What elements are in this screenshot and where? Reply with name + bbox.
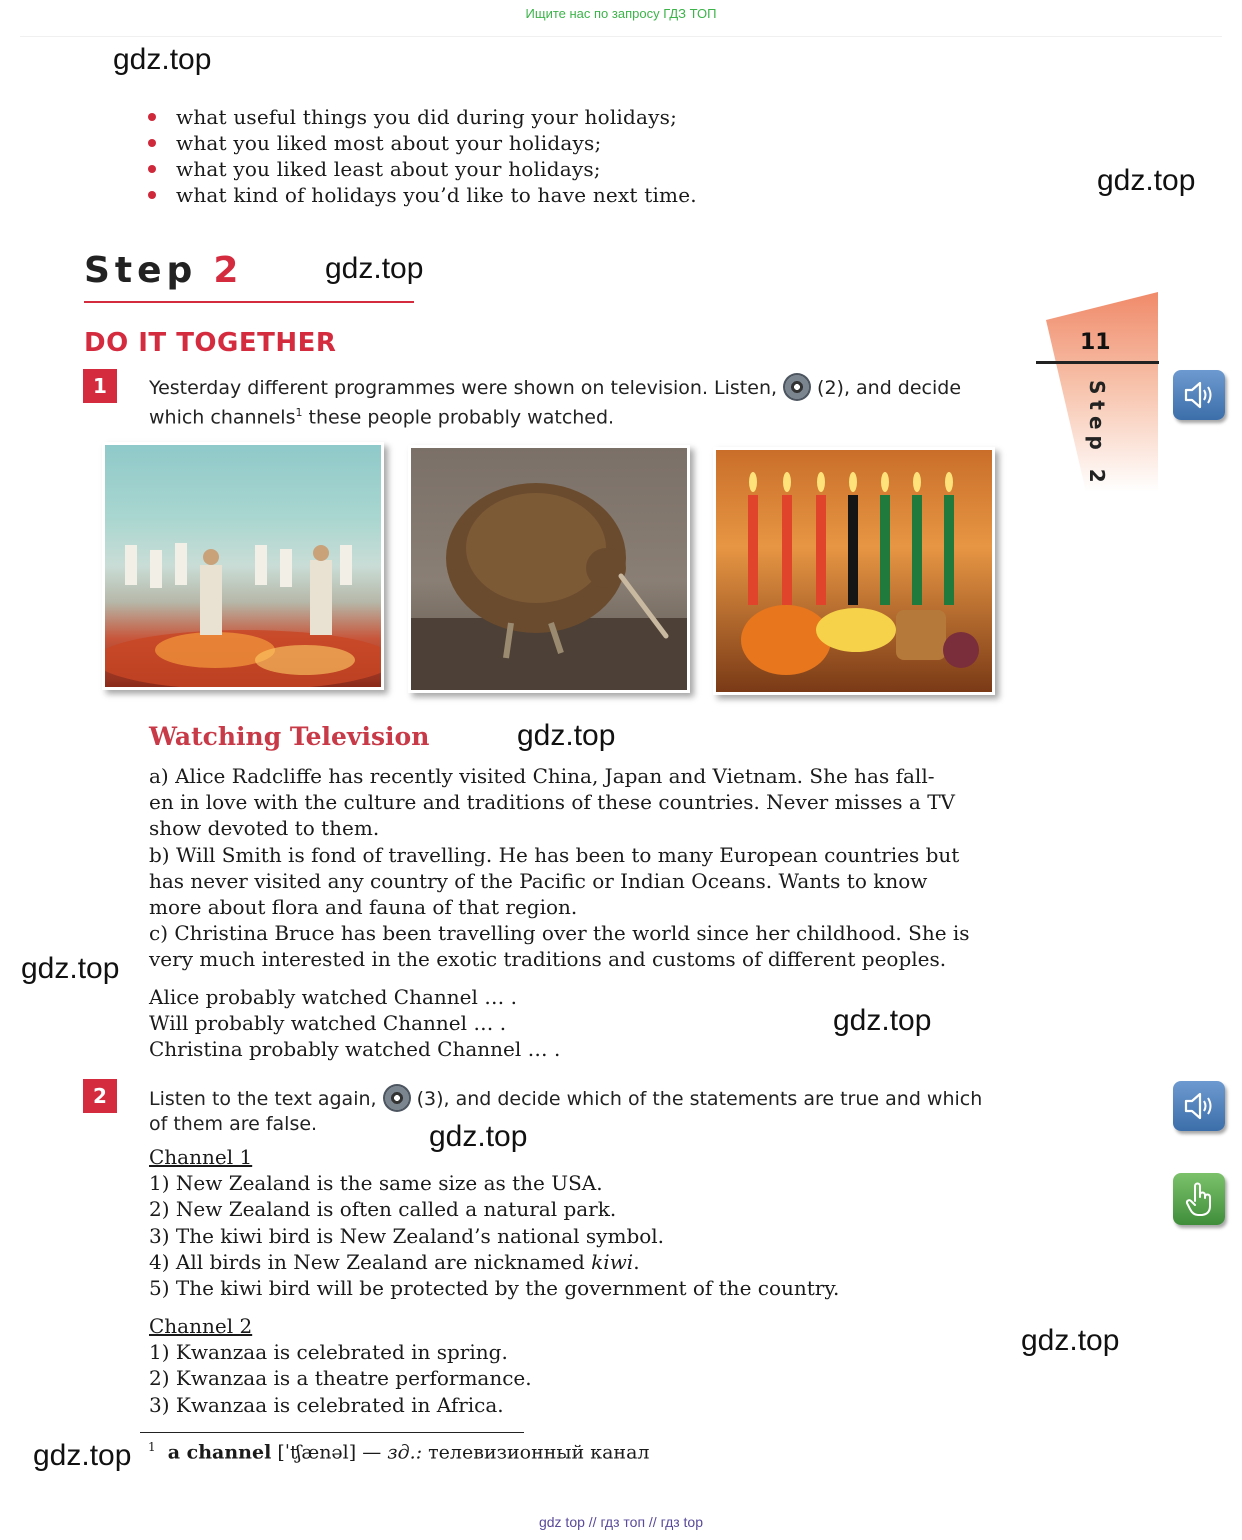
watermark: gdz.top — [113, 43, 212, 76]
photo-kiwi-bird — [408, 445, 690, 693]
photo-fire-walking-festival — [102, 442, 384, 690]
gap-sentence: Christina probably watched Channel … . — [149, 1037, 561, 1062]
list-item: what you liked most about your holidays; — [148, 130, 697, 156]
list-item: what useful things you did during your holidays; — [148, 104, 697, 130]
reading-title: Watching Television — [149, 722, 430, 751]
gap-sentence: Will probably watched Channel … . — [149, 1011, 507, 1036]
page-number: 11 — [1080, 330, 1111, 355]
task-number-1: 1 — [83, 369, 117, 403]
text-line: en in love with the culture and traditions of these countries. Never misses a TV — [149, 790, 955, 815]
cd-disc-icon[interactable] — [383, 1084, 411, 1112]
watermark: gdz.top — [21, 952, 120, 985]
text-line: has never visited any country of the Pacific or Indian Oceans. Wants to know — [149, 868, 928, 893]
step-number: 2 — [213, 250, 244, 291]
statement: 2) New Zealand is often called a natural park. — [149, 1197, 617, 1222]
bullet-dot-icon — [148, 165, 156, 173]
statement: 3) Kwanzaa is celebrated in Africa. — [149, 1392, 504, 1417]
section-title: DO IT TOGETHER — [84, 328, 337, 358]
text-line: more about flora and fauna of that region. — [149, 895, 578, 920]
bullet-dot-icon — [148, 113, 156, 121]
text-line: very much interested in the exotic traditions and customs of different peoples. — [149, 947, 947, 972]
statement: 1) Kwanzaa is celebrated in spring. — [149, 1340, 508, 1365]
channel-2-statements — [149, 1313, 999, 1418]
list-item: what you liked least about your holidays; — [148, 156, 697, 182]
tab-step-label: Step 2 — [1085, 380, 1109, 489]
speaker-icon — [1182, 380, 1216, 410]
text-line: c) Christina Bruce has been travelling over the world since her childhood. She is — [149, 921, 970, 946]
watermark: gdz.top — [429, 1120, 528, 1153]
top-divider — [20, 36, 1222, 37]
footnote-divider — [140, 1432, 524, 1433]
channel-1-statements — [149, 1144, 999, 1301]
reading-text — [149, 763, 999, 973]
step-underline — [84, 301, 414, 303]
task-2-instructions: Listen to the text again, (3), and decide which of the statements are true and which of them are false. — [149, 1084, 999, 1136]
task-1-instructions: Yesterday different programmes were shown on television. Listen, (2), and decide which channels$^1$ these people probably watched. — [149, 373, 999, 429]
statement: 5) The kiwi bird will be protected by the government of the country. — [149, 1276, 840, 1301]
task-number-2: 2 — [83, 1079, 117, 1113]
speaker-icon — [1182, 1091, 1216, 1121]
step-word: Step — [84, 250, 198, 291]
holiday-bullet-list — [148, 104, 697, 208]
watermark: gdz.top — [325, 252, 424, 285]
channel-title: Channel 1 — [149, 1145, 253, 1169]
watermark: gdz.top — [1021, 1324, 1120, 1357]
photo-kwanzaa-candles — [713, 447, 995, 695]
text-line: a) Alice Radcliffe has recently visited China, Japan and Vietnam. She has fall- — [149, 764, 935, 788]
list-item: what kind of holidays you’d like to have next time. — [148, 182, 697, 208]
tab-divider — [1036, 361, 1159, 364]
statement: 4) All birds in New Zealand are nicknamed kiwi. — [149, 1249, 640, 1274]
text-line: b) Will Smith is fond of travelling. He has been to many European countries but — [149, 842, 960, 867]
watermark: gdz.top — [517, 719, 616, 752]
footnote: $^1$ a channel [ˈʧænəl] — зд.: телевизионный канал — [148, 1440, 650, 1464]
bullet-dot-icon — [148, 139, 156, 147]
top-banner[interactable]: Ищите нас по запросу ГДЗ ТОП — [525, 6, 717, 21]
interactive-exercise-button[interactable] — [1173, 1173, 1225, 1225]
bottom-links[interactable]: gdz top // гдз топ // гдз top — [538, 1514, 704, 1530]
statement: 1) New Zealand is the same size as the USA. — [149, 1171, 603, 1196]
step-heading — [84, 250, 243, 291]
gap-sentence: Alice probably watched Channel … . — [149, 985, 517, 1009]
watermark: gdz.top — [833, 1004, 932, 1037]
text-line: show devoted to them. — [149, 816, 380, 841]
gap-sentences — [149, 984, 849, 1063]
watermark: gdz.top — [33, 1439, 132, 1472]
bullet-dot-icon — [148, 191, 156, 199]
statement: 3) The kiwi bird is New Zealand’s national symbol. — [149, 1223, 665, 1248]
hand-pointer-icon — [1184, 1181, 1214, 1217]
audio-button[interactable] — [1173, 370, 1225, 420]
watermark: gdz.top — [1097, 164, 1196, 197]
cd-disc-icon[interactable] — [783, 373, 811, 401]
channel-title: Channel 2 — [149, 1314, 253, 1338]
statement: 2) Kwanzaa is a theatre performance. — [149, 1366, 532, 1391]
audio-button[interactable] — [1173, 1081, 1225, 1131]
